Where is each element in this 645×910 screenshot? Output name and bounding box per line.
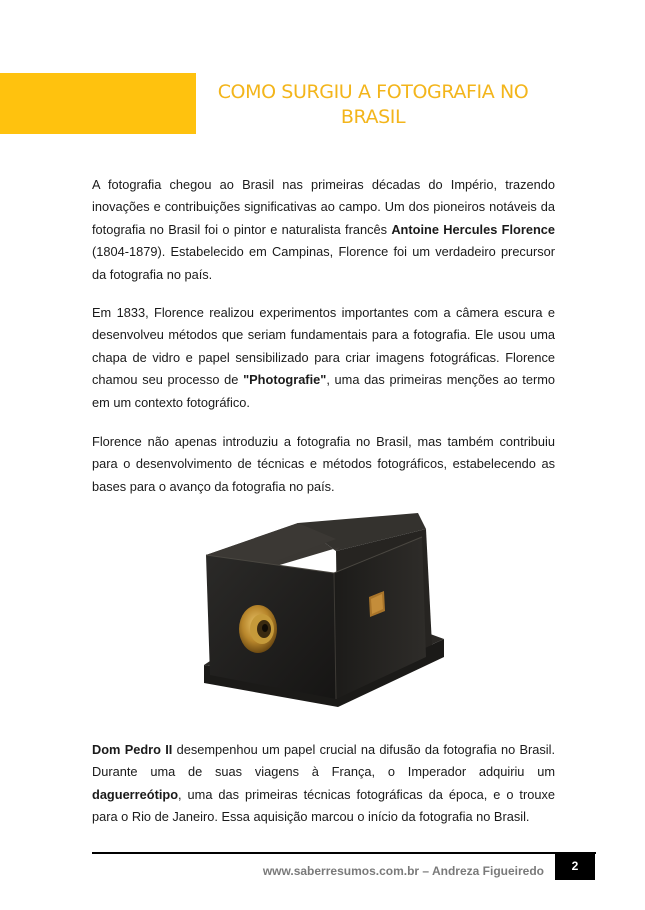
header-accent-band — [0, 73, 196, 134]
paragraph-text: A fotografia chegou ao Brasil nas primeiras décadas do Império, trazendo inovações e contribuições significativas ao campo. Um dos pioneiros notáveis da fotografia no Brasil foi o pintor e naturalista francês — [92, 177, 555, 237]
page-number: 2 — [555, 853, 595, 880]
bold-term-daguerreotipo: daguerreótipo — [92, 786, 179, 802]
bold-name-florence: Antoine Hercules Florence — [391, 221, 555, 237]
bold-term-photografie: "Photografie" — [243, 372, 327, 388]
paragraph-intro — [92, 174, 555, 286]
paragraph-text: , uma das primeiras técnicas fotográficas da época, e o trouxe para o Rio de Janeiro. Essa aquisição marcou o início da fotografia no Brasil. — [92, 786, 555, 825]
paragraph-text: (1804-1879). Estabelecido em Campinas, Florence foi um verdadeiro precursor da fotografia no país. — [92, 244, 555, 282]
paragraph-text: desempenhou um papel crucial na difusão da fotografia no Brasil. Durante uma de suas viagens à França, o Imperador adquiriu um — [92, 742, 555, 780]
paragraph-text: Em 1833, Florence realizou experimentos importantes com a câmera escura e desenvolveu métodos que seriam fundamentais para a fotografia. Ele usou uma chapa de vidro e papel sensibilizado para criar imagens fotográficas. Florence chamou seu processo de — [92, 305, 555, 388]
paragraph-contribution: Florence não apenas introduziu a fotografia no Brasil, mas também contribuiu para o desenvolvimento de técnicas e métodos fotográficos, estabelecendo as bases para o avanço da fotografia no país. — [92, 434, 555, 494]
bold-name-dom-pedro: Dom Pedro II — [92, 742, 173, 757]
footer-divider — [92, 852, 596, 854]
paragraph-dom-pedro — [92, 739, 555, 829]
paragraph-text: , uma das primeiras menções ao termo em um contexto fotográfico. — [92, 372, 556, 410]
footer-credit: www.saberresumos.com.br – Andreza Figueiredo — [262, 864, 544, 878]
paragraph-experiments — [92, 302, 555, 414]
daguerreotype-camera-photo — [186, 511, 456, 719]
page-title — [196, 80, 550, 130]
page-title-line2: BRASIL — [340, 106, 406, 128]
page-title-line1: COMO SURGIU A FOTOGRAFIA NO — [217, 81, 529, 103]
